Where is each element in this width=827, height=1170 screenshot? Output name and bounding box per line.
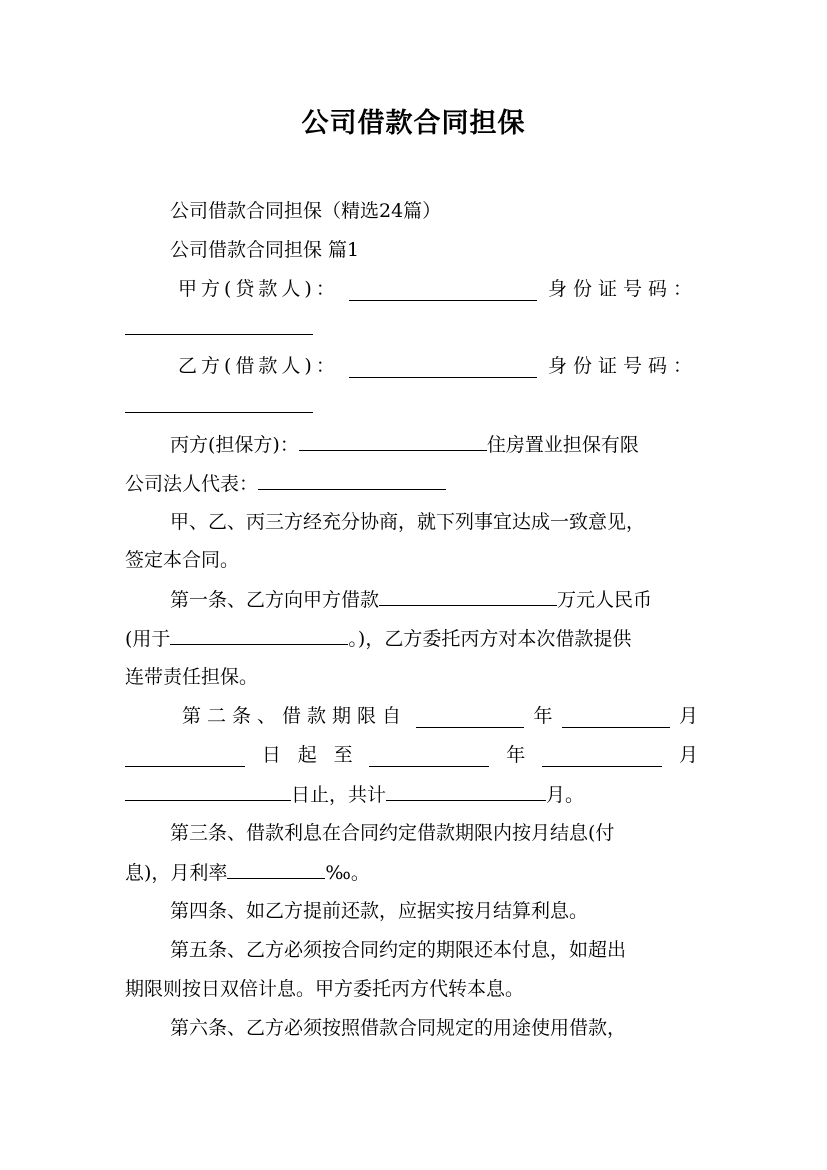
art3-rate-blank: [227, 860, 325, 879]
party-b-label: 乙方(借款人)：: [178, 355, 339, 377]
art3-line-2: [125, 860, 370, 885]
party-c-name-blank: [299, 432, 487, 451]
art2-line-2: [125, 743, 698, 767]
art2-end-text-2: 月。: [546, 784, 585, 806]
party-a-line: [178, 277, 698, 301]
art2-day-1: 日: [261, 744, 281, 766]
art1-line-3: 连带责任担保。: [125, 666, 259, 688]
art2-end-day-blank: [125, 782, 291, 801]
art1-line-2: [125, 626, 631, 651]
party-a-name-blank: [349, 282, 537, 301]
party-a-label: 甲方(贷款人)：: [178, 278, 339, 300]
art5-line-1: 第五条、乙方必须按合同约定的期限还本付息，如超出: [170, 939, 627, 961]
art3-text-b: ‰。: [325, 862, 370, 884]
subtitle: 公司借款合同担保（精选24篇）: [170, 200, 442, 222]
art1-text-a: 第一条、乙方向甲方借款: [170, 589, 380, 611]
document-title: 公司借款合同担保: [301, 108, 526, 139]
art2-month-2: 月: [678, 744, 698, 766]
art2-total-blank: [386, 782, 546, 801]
section-heading: 公司借款合同担保 篇1: [170, 239, 360, 261]
art2-end-month-blank: [542, 748, 662, 767]
art2-start-year-blank: [416, 709, 524, 728]
art2-year-2: 年: [506, 744, 526, 766]
art4-line: 第四条、如乙方提前还款，应据实按月结算利息。: [170, 900, 589, 922]
party-b-id-blank: [125, 412, 313, 413]
intro-line-1: 甲、乙、丙三方经充分协商，就下列事宜达成一致意见，: [170, 511, 646, 533]
art5-line-2: 期限则按日双倍计息。甲方委托丙方代转本息。: [125, 978, 525, 1000]
art2-to: 至: [333, 744, 353, 766]
art3-text-a: 息)，月利率: [125, 862, 228, 884]
art2-line-3: [125, 782, 584, 807]
art2-start-month-blank: [562, 709, 670, 728]
art2-year-1: 年: [533, 705, 553, 727]
art1-text-b: 万元人民币: [557, 589, 653, 611]
art1-text-c: (用于: [125, 628, 171, 650]
art6-line: 第六条、乙方必须按照借款合同规定的用途使用借款，: [170, 1017, 627, 1039]
party-b-name-blank: [349, 359, 537, 378]
party-c-line-1: [170, 432, 639, 457]
party-c-rep-blank: [258, 471, 446, 490]
party-c-rep-label: 公司法人代表：: [125, 473, 259, 495]
art2-line-1: [182, 704, 698, 728]
party-b-id-label: 身份证号码：: [547, 355, 698, 377]
art2-month-1: 月: [678, 705, 698, 727]
intro-line-2: 签定本合同。: [125, 549, 240, 571]
art2-end-year-blank: [369, 748, 489, 767]
art2-end-text: 日止，共计: [291, 784, 387, 806]
party-c-company: 住房置业担保有限: [486, 434, 639, 456]
art1-text-d: 。)，乙方委托丙方对本次借款提供: [348, 628, 632, 650]
art1-amount-blank: [379, 587, 557, 606]
party-a-id-label: 身份证号码：: [547, 278, 698, 300]
party-a-id-blank: [125, 334, 313, 335]
party-c-line-2: [125, 471, 446, 496]
art2-from: 起: [297, 744, 317, 766]
art1-purpose-blank: [170, 626, 348, 645]
art3-line-1: 第三条、借款利息在合同约定借款期限内按月结息(付: [170, 822, 615, 844]
art2-start-day-blank: [125, 748, 245, 767]
party-b-line: [178, 354, 698, 378]
art1-line-1: [170, 587, 652, 612]
party-c-label: 丙方(担保方)：: [170, 434, 299, 456]
art2-text-a: 第二条、借款期限自: [182, 705, 408, 727]
